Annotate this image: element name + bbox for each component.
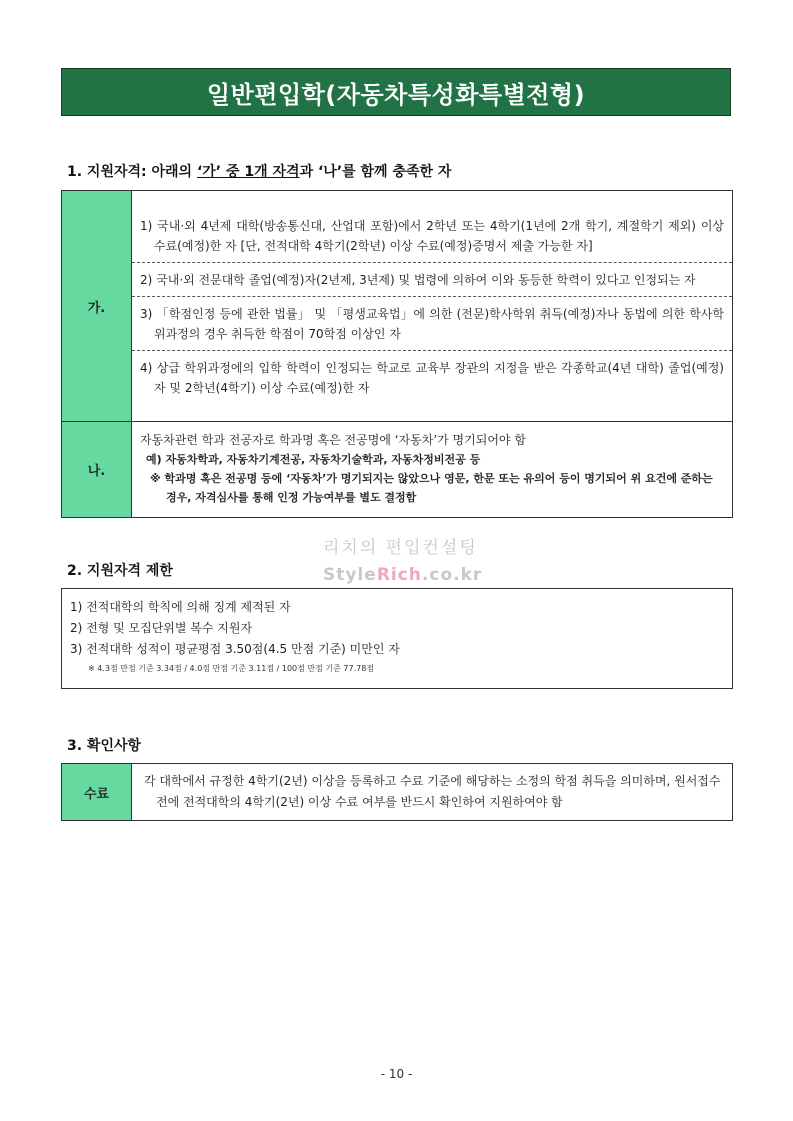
ga-item-1: 1) 국내·외 4년제 대학(방송통신대, 산업대 포함)에서 2학년 또는 4학기(1년에 2개 학기, 계절학기 제외) 이상 수료(예정)한 자 [단, 전적대학 4학기(2학년) 이상 수료(예정)증명서 제출 가능한 자]	[132, 209, 732, 263]
na-text: 자동차관련 학과 전공자로 학과명 혹은 전공명에 ‘자동차’가 명기되어야 함	[140, 433, 526, 447]
watermark-line2	[323, 565, 482, 585]
restriction-item-1: 1) 전적대학의 학칙에 의해 징계 제적된 자	[70, 600, 291, 614]
row-ga	[62, 191, 733, 422]
eligibility-table	[61, 190, 733, 518]
row-suryo	[62, 764, 733, 821]
restriction-item-2: 2) 전형 및 모집단위별 복수 지원자	[70, 621, 253, 635]
ga-item-4: 4) 상급 학위과정에의 입학 학력이 인정되는 학교로 교육부 장관의 지정을 받은 각종학교(4년 대학) 졸업(예정)자 및 2학년(4학기) 이상 수료(예정)한 자	[140, 360, 724, 395]
page-title-banner	[61, 68, 731, 116]
watermark-line1: 리치의 편입컨설팅	[323, 538, 478, 558]
row-ga-label: 가.	[62, 191, 132, 422]
restriction-footnote: ※ 4.3점 만점 기준 3.34점 / 4.0점 만점 기준 3.11점 / 100점 만점 기준 77.78점	[88, 664, 375, 673]
row-ga-content	[132, 191, 733, 422]
confirmation-table	[61, 763, 733, 821]
na-example: 예) 자동차학과, 자동차기계전공, 자동차기술학과, 자동차정비전공 등	[146, 453, 481, 466]
ga-item-2: 2) 국내·외 전문대학 졸업(예정)자(2년제, 3년제) 및 법령에 의하여 이와 동등한 학력이 있다고 인정되는 자	[132, 263, 732, 297]
na-note: ※ 학과명 혹은 전공명 등에 ‘자동차’가 명기되지는 않았으나 영문, 한문 또는 유의어 등이 명기되어 위 요건에 준하는 경우, 자격심사를 통해 인정 가능여부를 별도 결정함	[150, 472, 713, 504]
section3-heading: 3. 확인사항	[67, 738, 142, 754]
section1-heading-suffix: 과 ‘나’를 함께 충족한 자	[299, 164, 452, 180]
section1-heading-underlined: ‘가’ 중 1개 자격	[196, 164, 300, 180]
page-number: - 10 -	[380, 1067, 413, 1081]
watermark-style: Style	[323, 565, 377, 585]
row-na	[62, 422, 733, 518]
section2-heading: 2. 지원자격 제한	[67, 563, 173, 579]
restriction-item-3: 3) 전적대학 성적이 평균평점 3.50점(4.5 만점 기준) 미만인 자	[70, 642, 400, 656]
section1-heading-prefix: 1. 지원자격: 아래의	[67, 164, 197, 180]
suryo-content	[132, 764, 733, 821]
page-title: 일반편입학(자동차특성화특별전형)	[206, 80, 586, 109]
suryo-text: 각 대학에서 규정한 4학기(2년) 이상을 등록하고 수료 기준에 해당하는 소정의 학점 취득을 의미하며, 원서접수 전에 전적대학의 4학기(2년) 이상 수료 여부를 반드시 확인하여 지원하여야 함	[144, 774, 721, 809]
suryo-label: 수료	[62, 764, 132, 821]
watermark-domain: .co.kr	[421, 565, 483, 585]
restriction-box	[61, 588, 733, 689]
row-na-content	[132, 422, 733, 518]
ga-item-3: 3) 「학점인정 등에 관한 법률」 및 「평생교육법」에 의한 (전문)학사학위 취득(예정)자나 동법에 의한 학사학위과정의 경우 취득한 학점이 70학점 이상인 자	[132, 297, 732, 351]
row-na-label: 나.	[62, 422, 132, 518]
watermark-rich: Rich	[376, 565, 422, 585]
section1-heading	[67, 161, 451, 181]
